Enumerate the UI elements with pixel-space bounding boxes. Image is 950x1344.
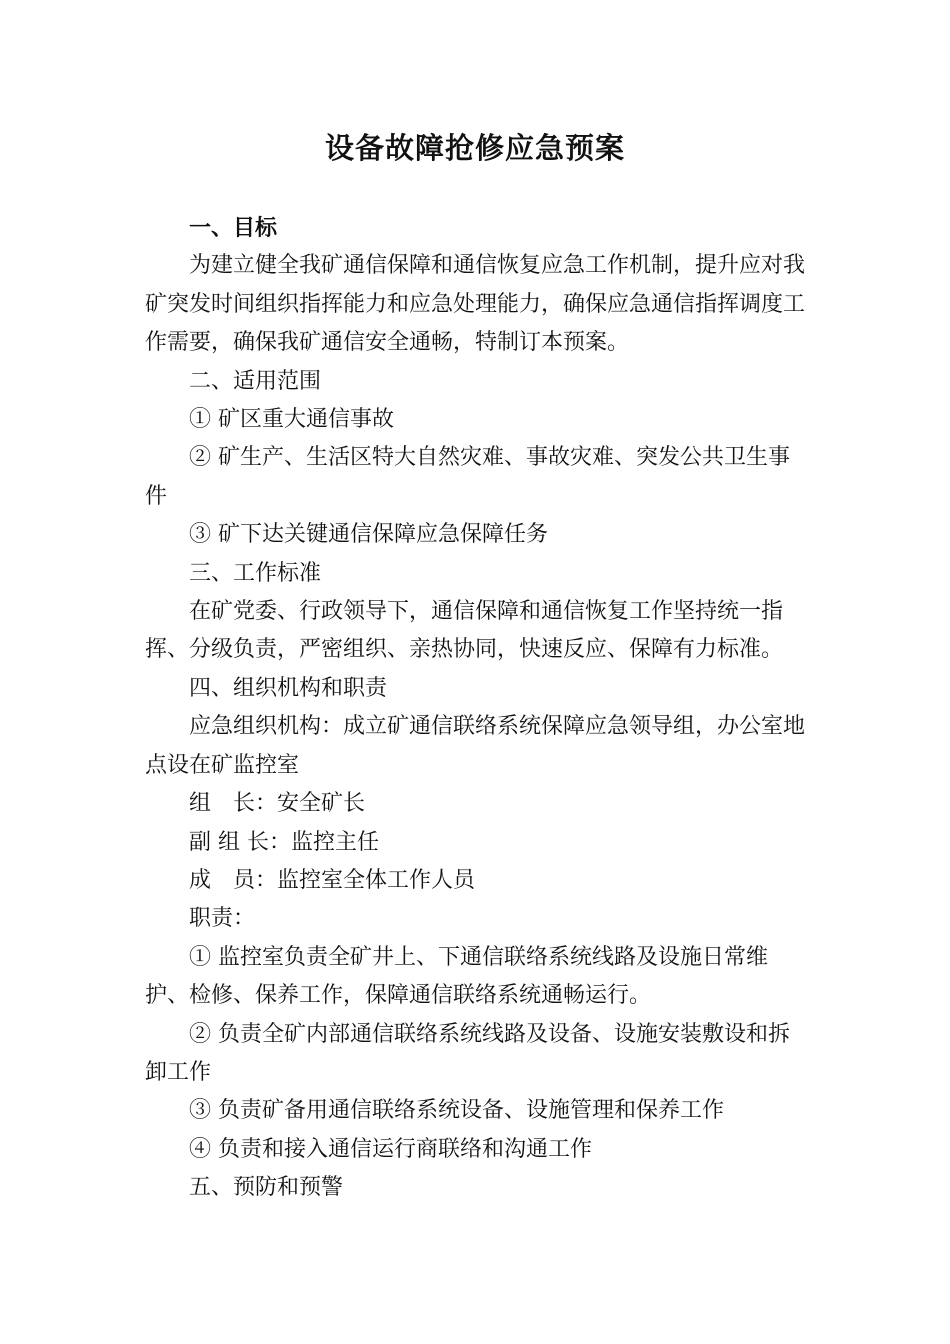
document-title: 设备故障抢修应急预案 — [324, 131, 625, 165]
document-body — [145, 209, 810, 1208]
paragraph: 为建立健全我矿通信保障和通信恢复应急工作机制，提升应对我矿突发时间组织指挥能力和应急处理能力，确保应急通信指挥调度工作需要，确保我矿通信安全通畅，特制订本预案。 — [145, 253, 806, 356]
paragraph: 副 组 长：监控主任 — [189, 829, 379, 855]
paragraph: 五、预防和预警 — [189, 1175, 344, 1201]
paragraph: 职责： — [189, 906, 256, 932]
paragraph: 在矿党委、行政领导下，通信保障和通信恢复工作坚持统一指挥、分级负责，严密组织、亲热协同，快速反应、保障有力标准。 — [145, 599, 784, 663]
paragraph: ③ 负责矿备用通信联络系统设备、设施管理和保养工作 — [189, 1098, 724, 1124]
paragraph: 三、工作标准 — [189, 560, 322, 586]
paragraph: ② 矿生产、生活区特大自然灾难、事故灾难、突发公共卫生事件 — [145, 445, 790, 509]
paragraph: 四、组织机构和职责 — [189, 675, 388, 701]
paragraph: ① 矿区重大通信事故 — [189, 407, 394, 433]
paragraph: 二、适用范围 — [189, 368, 322, 394]
paragraph: 成 员：监控室全体工作人员 — [189, 867, 476, 893]
paragraph: ④ 负责和接入通信运行商联络和沟通工作 — [189, 1136, 592, 1162]
paragraph: 组 长：安全矿长 — [189, 791, 366, 817]
paragraph: ① 监控室负责全矿井上、下通信联络系统线路及设施日常维护、检修、保养工作，保障通信联络系统通畅运行。 — [145, 944, 768, 1009]
paragraph: 一、目标 — [189, 215, 278, 241]
paragraph: ③ 矿下达关键通信保障应急保障任务 — [189, 522, 548, 548]
paragraph: ② 负责全矿内部通信联络系统线路及设备、设施安装敷设和拆卸工作 — [145, 1021, 790, 1085]
paragraph: 应急组织机构：成立矿通信联络系统保障应急领导组，办公室地点设在矿监控室 — [145, 714, 806, 778]
